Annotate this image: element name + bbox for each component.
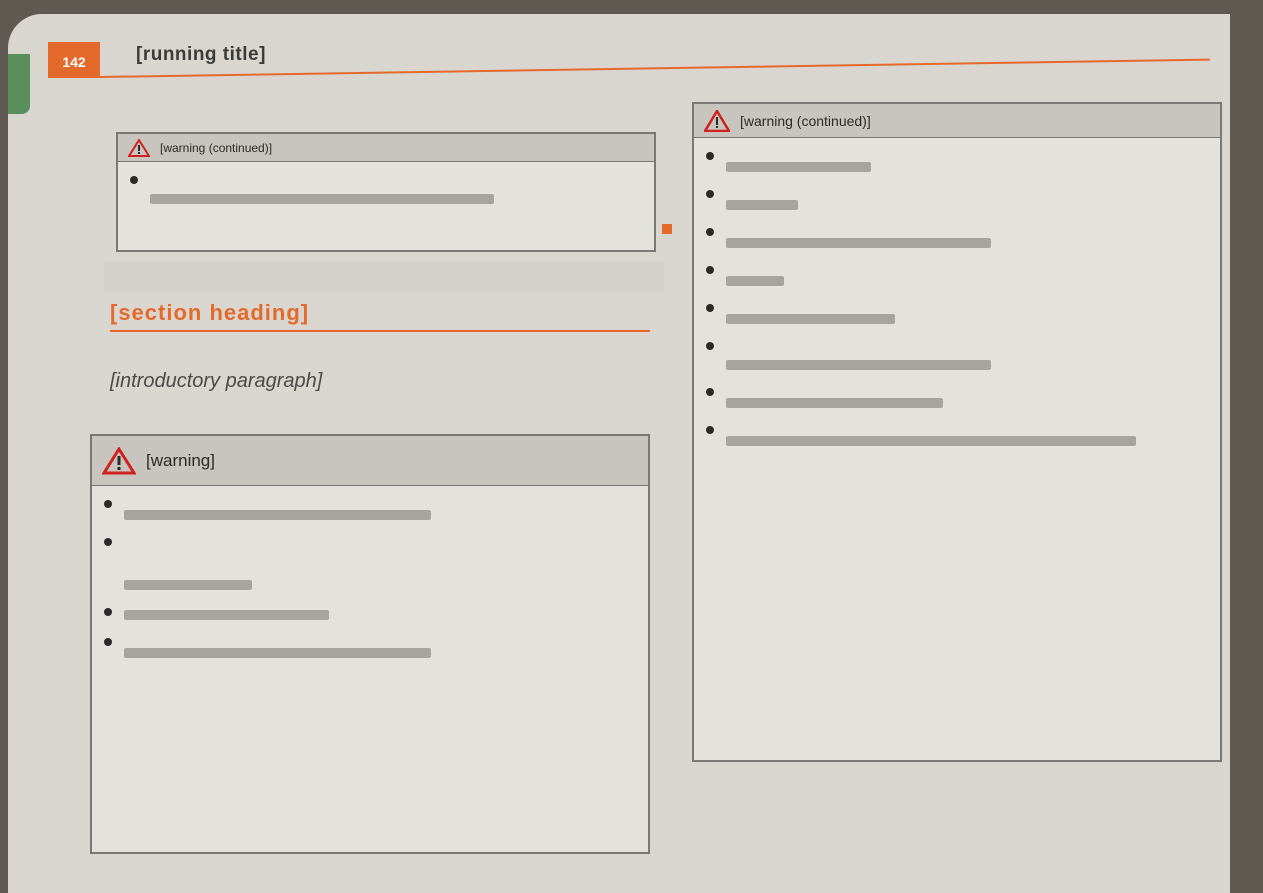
list-item	[104, 632, 636, 658]
box-body	[118, 162, 654, 224]
end-of-section-marker	[662, 224, 672, 234]
section-title: [section heading]	[110, 300, 650, 332]
page-number: 142	[48, 42, 100, 78]
manual-page	[8, 14, 1230, 893]
box-body	[92, 486, 648, 678]
list-item	[706, 298, 1208, 324]
chapter-tab	[8, 54, 30, 114]
header-rule	[100, 59, 1210, 78]
box-header	[92, 436, 648, 486]
lead-paragraph: [introductory paragraph]	[110, 370, 323, 392]
box-header	[118, 134, 654, 162]
list-item	[706, 222, 1208, 248]
list-item	[706, 260, 1208, 286]
warning-box-left	[90, 434, 650, 854]
bullet-dot	[130, 176, 138, 184]
list-item	[706, 146, 1208, 172]
warning-continued-box-left	[116, 132, 656, 252]
box-header	[694, 104, 1220, 138]
list-item	[706, 420, 1208, 446]
shadow-band	[104, 262, 664, 292]
warning-continued-box-right	[692, 102, 1222, 762]
box-heading: [warning (continued)]	[740, 112, 871, 129]
list-item	[706, 184, 1208, 210]
box-heading: [warning]	[146, 450, 215, 470]
list-item	[130, 170, 642, 204]
warning-triangle-icon	[102, 447, 136, 475]
warning-triangle-icon	[128, 139, 150, 157]
list-item	[104, 602, 636, 620]
list-item	[706, 336, 1208, 370]
list-item	[706, 382, 1208, 408]
box-body	[694, 138, 1220, 466]
running-title: [running title]	[136, 44, 266, 65]
list-item	[104, 532, 636, 590]
warning-triangle-icon	[704, 110, 730, 132]
list-item	[104, 494, 636, 520]
box-heading: [warning (continued)]	[160, 140, 273, 155]
